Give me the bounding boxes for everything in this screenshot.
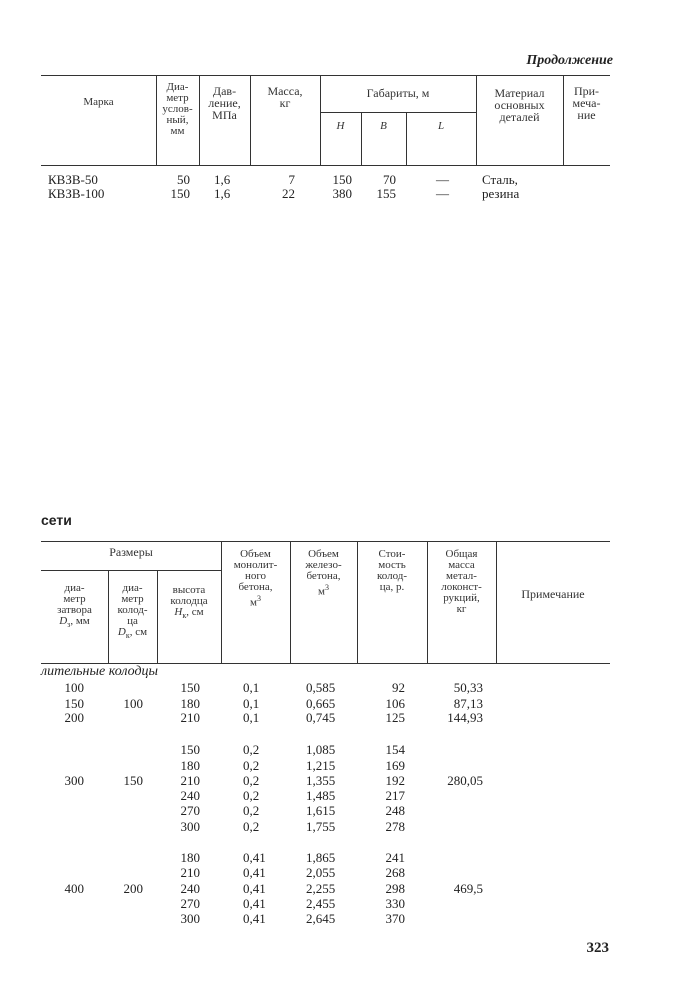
- cell-metal-mass: 280,05: [447, 773, 483, 788]
- header-metal-mass: Общая масса метал- локонст- рукций, кг: [441, 548, 482, 615]
- header-monolithic-volume: Объем монолит- ного бетона, $м^3$: [233, 548, 278, 609]
- cell-rc: 0,665: [306, 696, 336, 711]
- header-note: При- меча- ние: [572, 84, 601, 122]
- cell-pressure: 1,6: [214, 172, 231, 187]
- header-well-height: высота колодца $H_к$, см: [170, 584, 208, 621]
- cell-monolithic: 0,2: [243, 742, 260, 757]
- cell-well-height: 300: [180, 819, 200, 834]
- cell-cost: 154: [385, 742, 405, 757]
- header-note: Примечание: [521, 587, 585, 601]
- cell-monolithic: 0,2: [243, 773, 260, 788]
- cell-gate-diameter: 300: [64, 773, 84, 788]
- cell-rc: 2,055: [306, 865, 336, 880]
- cell-monolithic: 0,41: [243, 850, 266, 865]
- cell-well-height: 180: [180, 850, 200, 865]
- cell-monolithic: 0,1: [243, 696, 260, 711]
- table-2-col-divider: [496, 541, 497, 663]
- table-1-col-divider: [406, 112, 407, 165]
- table-1-gab-rule: [320, 112, 476, 113]
- cell-metal-mass: 50,33: [453, 680, 483, 695]
- cell-rc: 0,585: [306, 680, 336, 695]
- cell-gate-diameter: 150: [64, 696, 84, 711]
- cell-gate-diameter: 100: [64, 680, 84, 695]
- cell-rc: 2,255: [306, 881, 336, 896]
- cell-material: резина: [482, 186, 520, 201]
- table-1-header-bottom-rule: [41, 165, 610, 166]
- cell-well-height: 210: [180, 865, 200, 880]
- cell-monolithic: 0,41: [243, 881, 266, 896]
- cell-well-height: 180: [180, 696, 200, 711]
- header-material: Материал основных деталей: [494, 86, 545, 124]
- cell-cost: 370: [385, 911, 405, 926]
- header-dim-b: B: [380, 120, 387, 132]
- cell-cost: 106: [385, 696, 405, 711]
- header-cost: Стои- мость колод- ца, р.: [376, 548, 408, 593]
- cell-h: 380: [332, 186, 352, 201]
- cell-cost: 241: [385, 850, 405, 865]
- cell-cost: 92: [392, 680, 405, 695]
- header-mass: Масса, кг: [267, 84, 303, 110]
- cell-well-height: 300: [180, 911, 200, 926]
- cell-diameter: 150: [170, 186, 190, 201]
- header-gate-diameter: диа- метр затвора $D_з$, мм: [57, 582, 92, 630]
- cell-cost: 330: [385, 896, 405, 911]
- header-diameter: Диа- метр услов- ный, мм: [162, 81, 193, 137]
- cell-rc: 1,865: [306, 850, 336, 865]
- header-dimensions: Габариты, м: [366, 86, 430, 100]
- cell-rc: 1,615: [306, 803, 336, 818]
- cell-monolithic: 0,1: [243, 680, 260, 695]
- cell-cost: 278: [385, 819, 405, 834]
- cell-pressure: 1,6: [214, 186, 231, 201]
- cell-cost: 268: [385, 865, 405, 880]
- cell-monolithic: 0,2: [243, 803, 260, 818]
- cell-well-height: 270: [180, 803, 200, 818]
- cell-marka: КВЗВ-50: [48, 172, 98, 187]
- header-pressure: Дав- ление, МПа: [208, 84, 241, 122]
- cell-well-height: 210: [180, 773, 200, 788]
- cell-h: 150: [332, 172, 352, 187]
- header-well-diameter: диа- метр колод- ца $D_к$, см: [117, 582, 148, 641]
- cell-rc: 1,755: [306, 819, 336, 834]
- header-dim-l: L: [437, 120, 445, 132]
- cell-mass: 7: [288, 172, 295, 187]
- cell-rc: 2,455: [306, 896, 336, 911]
- cell-rc: 1,085: [306, 742, 336, 757]
- cell-well-height: 240: [180, 788, 200, 803]
- section-heading-fragment: сети: [41, 512, 72, 528]
- header-sizes: Размеры: [109, 545, 153, 559]
- cell-cost: 298: [385, 881, 405, 896]
- cell-metal-mass: 87,13: [453, 696, 483, 711]
- table-1-col-divider: [361, 112, 362, 165]
- cell-well-height: 240: [180, 881, 200, 896]
- cell-l: —: [436, 186, 449, 201]
- cell-gate-diameter: 400: [64, 881, 84, 896]
- cell-well-height: 180: [180, 758, 200, 773]
- cell-well-height: 270: [180, 896, 200, 911]
- cell-well-height: 150: [180, 742, 200, 757]
- cell-cost: 125: [385, 710, 405, 725]
- cell-marka: КВЗВ-100: [48, 186, 105, 201]
- table-2-top-rule: [41, 541, 610, 542]
- cell-metal-mass: 469,5: [453, 881, 483, 896]
- cell-monolithic: 0,2: [243, 758, 260, 773]
- cell-monolithic: 0,41: [243, 911, 266, 926]
- cell-rc: 2,645: [306, 911, 336, 926]
- cell-monolithic: 0,41: [243, 865, 266, 880]
- cell-b: 70: [383, 172, 396, 187]
- cell-gate-diameter: 200: [64, 710, 84, 725]
- cell-well-diameter: 100: [123, 696, 143, 711]
- section-label: лительные колодцы: [41, 664, 159, 679]
- cell-l: —: [436, 172, 449, 187]
- cell-cost: 248: [385, 803, 405, 818]
- cell-rc: 1,485: [306, 788, 336, 803]
- cell-rc: 0,745: [306, 710, 336, 725]
- header-rc-volume: Объем железо- бетона, $м^3$: [305, 548, 342, 598]
- cell-b: 155: [376, 186, 396, 201]
- cell-rc: 1,215: [306, 758, 336, 773]
- cell-well-height: 210: [180, 710, 200, 725]
- table-2-sizes-rule: [41, 570, 221, 571]
- cell-cost: 169: [385, 758, 405, 773]
- cell-metal-mass: 144,93: [447, 710, 483, 725]
- cell-well-height: 150: [180, 680, 200, 695]
- header-marka: Марка: [83, 96, 114, 108]
- cell-cost: 217: [385, 788, 405, 803]
- cell-monolithic: 0,2: [243, 819, 260, 834]
- cell-rc: 1,355: [306, 773, 336, 788]
- cell-diameter: 50: [177, 172, 190, 187]
- continuation-label: Продолжение: [526, 53, 613, 68]
- cell-well-diameter: 200: [123, 881, 143, 896]
- cell-material: Сталь,: [482, 172, 518, 187]
- page-number: 323: [586, 940, 609, 956]
- header-dim-h: H: [336, 120, 345, 132]
- cell-mass: 22: [282, 186, 295, 201]
- cell-monolithic: 0,41: [243, 896, 266, 911]
- cell-cost: 192: [385, 773, 405, 788]
- cell-well-diameter: 150: [123, 773, 143, 788]
- cell-monolithic: 0,2: [243, 788, 260, 803]
- cell-monolithic: 0,1: [243, 710, 260, 725]
- table-1-top-rule: [41, 75, 610, 76]
